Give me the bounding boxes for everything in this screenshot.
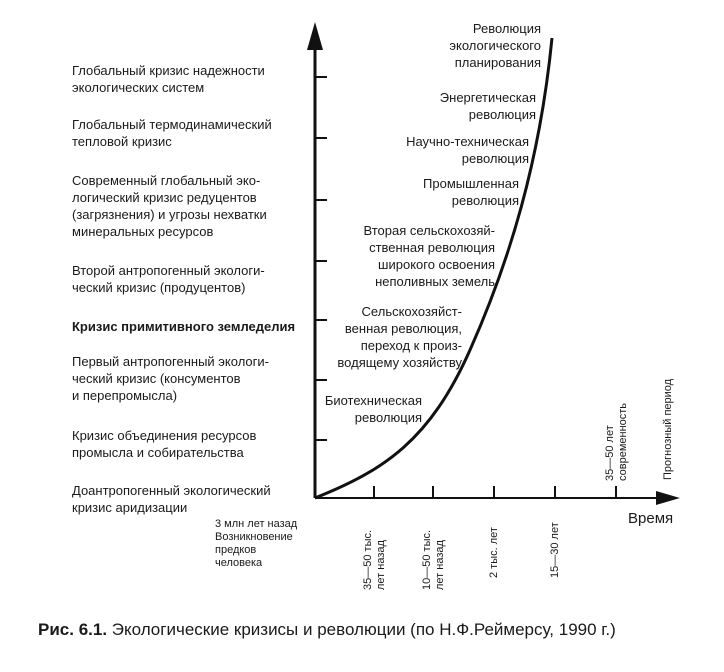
x-tick-label-35-50-present: 35—50 лет современность	[604, 402, 629, 481]
y-axis-ticks	[315, 77, 327, 440]
revolution-label-ecological-planning: Революция экологического планирования	[449, 21, 541, 70]
revolution-label-scientific-technical: Научно-техническая революция	[406, 134, 529, 166]
crisis-label-primitive-farming: Кризис примитивного земледелия	[72, 319, 296, 334]
crisis-label-aridization: Доантропогенный экологический кризис аридизации	[72, 483, 271, 515]
x-axis-ticks	[374, 486, 616, 498]
x-axis-origin-label: 3 млн лет назад Возникновение предков человека	[215, 518, 298, 569]
x-tick-label-2k: 2 тыс. лет	[488, 527, 500, 578]
revolution-label-industrial: Промышленная революция	[423, 176, 519, 208]
x-axis-name: Время	[628, 510, 674, 527]
x-axis-arrow-icon	[656, 491, 680, 505]
crisis-label-reliability: Глобальный кризис надежности экологических систем	[72, 63, 265, 95]
figure-caption-text: Экологические кризисы и революции (по Н.Ф.Реймерсу, 1990 г.)	[107, 620, 616, 639]
x-tick-label-15-30: 15—30 лет	[549, 522, 561, 578]
figure-caption-label: Рис. 6.1.	[38, 620, 108, 639]
x-tick-label-10-50k: 10—50 тыс. лет назад	[421, 529, 446, 590]
crisis-label-reducents: Современный глобальный эко- логический кризис редуцентов (загрязнения) и угрозы нехватки минеральных ресурсов	[72, 173, 267, 239]
revolution-label-agricultural: Сельскохозяйст- венная революция, переход к произ- водящему хозяйству	[337, 304, 462, 370]
crisis-label-producents: Второй антропогенный экологи- ческий кризис (продуцентов)	[72, 263, 265, 295]
crisis-label-thermodynamic: Глобальный термодинамический тепловой кризис	[72, 117, 272, 149]
figure-caption	[38, 620, 616, 640]
x-tick-label-35-50k: 35—50 тыс. лет назад	[362, 529, 387, 590]
y-axis-arrow-icon	[307, 22, 323, 50]
revolution-label-second-agricultural: Вторая сельскохозяй- ственная революция широкого освоения неполивных земель	[363, 223, 495, 289]
crisis-label-consuments: Первый антропогенный экологи- ческий кризис (консументов и перепромысла)	[72, 354, 269, 403]
revolution-label-energy: Энергетическая революция	[439, 90, 536, 122]
revolution-label-biotechnical: Биотехническая революция	[324, 393, 422, 425]
crisis-label-gathering: Кризис объединения ресурсов промысла и собирательства	[72, 428, 257, 460]
x-tick-label-forecast: Прогнозный период	[662, 378, 674, 480]
